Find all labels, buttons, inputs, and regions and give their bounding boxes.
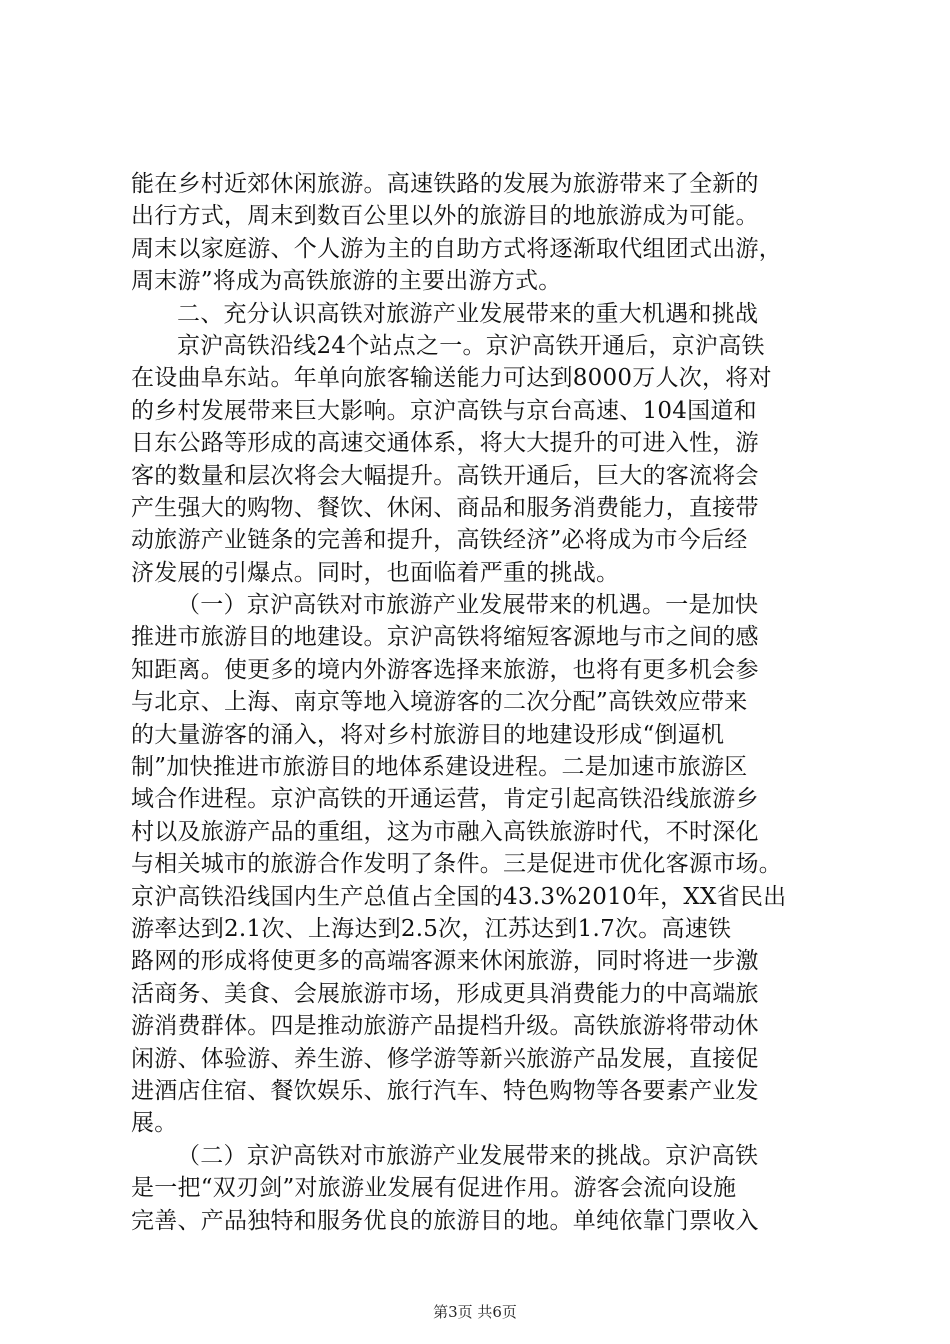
section-heading: 二、充分认识高铁对旅游产业发展带来的重大机遇和挑战 <box>177 300 759 327</box>
text-line: 展。 <box>131 1110 178 1137</box>
text-line: 产生强大的购物、餐饮、休闲、商品和服务消费能力，直接带 <box>131 494 759 521</box>
text-line: 域合作进程。京沪高铁的开通运营，肯定引起高铁沿线旅游乡 <box>131 786 759 813</box>
text-line: 推进市旅游目的地建设。京沪高铁将缩短客源地与市之间的感 <box>131 624 759 651</box>
text-line: 的大量游客的涌入，将对乡村旅游目的地建设形成“倒逼机 <box>131 721 725 748</box>
text-line: 村以及旅游产品的重组，这为市融入高铁旅游时代，不时深化 <box>131 818 759 845</box>
text-line: 与北京、上海、南京等地入境游客的二次分配”高铁效应带来 <box>131 689 748 716</box>
text-line: 与相关城市的旅游合作发明了条件。三是促进市优化客源市场。 <box>131 851 782 878</box>
text-line: 游率达到2.1次、上海达到2.5次，江苏达到1.7次。高速铁 <box>131 915 732 942</box>
text-line: 活商务、美食、会展旅游市场，形成更具消费能力的中高端旅 <box>131 980 759 1007</box>
text-line: 是一把“双刃剑”对旅游业发展有促进作用。游客会流向设施 <box>131 1175 737 1202</box>
text-line: 出行方式，周末到数百公里以外的旅游目的地旅游成为可能。 <box>131 203 759 230</box>
page-footer <box>0 1302 950 1322</box>
subsection-line: （二）京沪高铁对市旅游产业发展带来的挑战。京沪高铁 <box>177 1142 759 1169</box>
text-line: 的乡村发展带来巨大影响。京沪高铁与京台高速、104国道和 <box>131 397 757 424</box>
text-line: 完善、产品独特和服务优良的旅游目的地。单纯依靠门票收入 <box>131 1207 759 1234</box>
text-line: 动旅游产业链条的完善和提升，高铁经济”必将成为市今后经 <box>131 527 748 554</box>
text-line: 进酒店住宿、餐饮娱乐、旅行汽车、特色购物等各要素产业发 <box>131 1077 759 1104</box>
text-line: 游消费群体。四是推动旅游产品提档升级。高铁旅游将带动休 <box>131 1013 759 1040</box>
document-body <box>131 168 831 1237</box>
text-line: 制”加快推进市旅游目的地体系建设进程。二是加速市旅游区 <box>131 754 748 781</box>
text-line: 知距离。使更多的境内外游客选择来旅游，也将有更多机会参 <box>131 656 759 683</box>
text-line: 日东公路等形成的高速交通体系，将大大提升的可进入性，游 <box>131 430 759 457</box>
text-line: 京沪高铁沿线国内生产总值占全国的43.3%2010年，XX省民出 <box>131 883 787 910</box>
text-line: 济发展的引爆点。同时，也面临着严重的挑战。 <box>131 559 620 586</box>
page-total: 共6页 <box>477 1303 517 1321</box>
text-line: 周末以家庭游、个人游为主的自助方式将逐渐取代组团式出游， <box>131 235 782 262</box>
text-line: 能在乡村近郊休闲旅游。高速铁路的发展为旅游带来了全新的 <box>131 171 759 197</box>
text-line: 客的数量和层次将会大幅提升。高铁开通后，巨大的客流将会 <box>131 462 759 489</box>
text-line: 京沪高铁沿线24个站点之一。京沪高铁开通后，京沪高铁 <box>177 332 765 359</box>
text-line: 在设曲阜东站。年单向旅客输送能力可达到8000万人次，将对 <box>131 365 772 392</box>
text-line: 周末游”将成为高铁旅游的主要出游方式。 <box>131 268 562 295</box>
page-number: 第3页 <box>433 1303 473 1321</box>
text-line: 闲游、体验游、养生游、修学游等新兴旅游产品发展，直接促 <box>131 1045 759 1072</box>
text-line: 路网的形成将使更多的高端客源来休闲旅游，同时将进一步激 <box>131 948 759 975</box>
subsection-line: （一）京沪高铁对市旅游产业发展带来的机遇。一是加快 <box>177 592 759 619</box>
